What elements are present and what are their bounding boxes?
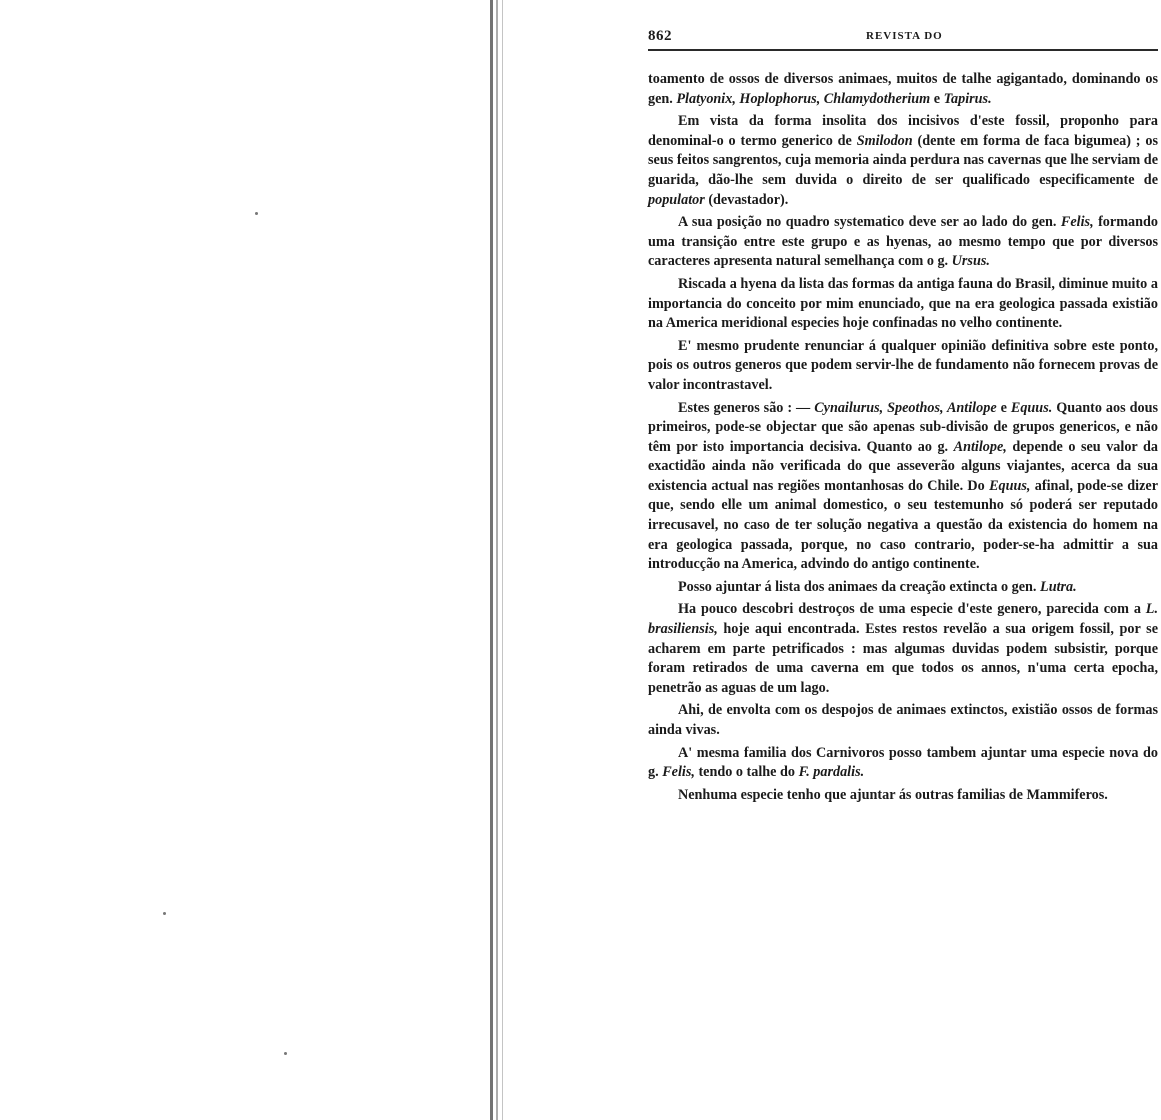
text-run: Nenhuma especie tenho que ajuntar ás outras familias de Mammiferos. [678,786,1108,803]
text-run: e [996,399,1011,416]
text-run: Riscada a hyena da lista das formas da antiga fauna do Brasil, diminue muito a importancia do conceito por mim enunciado, que na era geologica passada existião na America meridional especies hoje confinadas no velho continente. [648,275,1158,332]
text-run: Estes generos são : — [678,399,815,416]
body-paragraph [648,399,1158,575]
text-run: Ahi, de envolta com os despojos de animaes extinctos, existião ossos de formas ainda vivas. [648,702,1158,738]
text-run: depende o seu valor da exactidão ainda não verificada do que asseverão alguns viajantes, acerca da sua existencia actual nas regiões montanhosas do Chile. Do [648,438,1158,494]
text-run: A' mesma familia dos Carnivoros posso tambem ajuntar uma especie nova do g. [648,744,1158,781]
italic-taxon: Tapirus. [943,90,992,107]
body-paragraph [648,600,1158,698]
page-header [648,26,1158,48]
printed-page [648,26,1158,48]
italic-taxon: Felis, [662,764,695,781]
body-paragraph [648,112,1158,210]
italic-taxon: populator [648,191,705,208]
italic-taxon: Equus. [1010,399,1053,416]
text-run: toamento de ossos de diversos animaes, muitos de talhe agigantado, dominando os gen. [648,71,1158,107]
body-paragraph [648,70,1158,109]
text-run: E' mesmo prudente renunciar á qualquer opinião definitiva sobre este ponto, pois os outros generos que podem servir-lhe de fundamento não fornecem provas de valor incontrastavel. [648,337,1158,393]
italic-taxon: Ursus. [951,253,990,270]
text-run: formando uma transição entre este grupo e as hyenas, ao mesmo tempo que por diversos caracteres apresenta natural semelhança com o g. [648,214,1158,270]
italic-taxon: F. pardalis. [798,764,865,781]
body-paragraph [648,337,1158,396]
italic-taxon: Platyonix, Hoplophorus, Chlamydotherium [676,90,931,107]
italic-taxon: Cynailurus, Speothos, Antilope [814,399,997,416]
body-paragraph [648,744,1158,783]
book-gutter [484,0,514,1120]
italic-taxon: L. brasiliensis, [648,601,1158,638]
page-number: 862 [648,28,672,44]
ink-speck [163,912,166,915]
body-paragraph [648,275,1158,334]
running-head: REVISTA DO [866,30,943,42]
ink-speck [255,212,258,215]
italic-taxon: Lutra. [1040,578,1077,595]
text-run: Em vista da forma insolita dos incisivos d'este fossil, proponho para denominal-o o termo generico de [648,113,1158,149]
text-run: Ha pouco descobri destroços de uma especie d'este genero, parecida com a [678,601,1146,618]
italic-taxon: Equus, [989,477,1031,494]
body-paragraph [648,578,1158,598]
body-paragraph [648,701,1158,740]
text-run: tendo o talhe do [694,764,799,781]
text-run: Quanto aos dous primeiros, pode-se objectar que são apenas sub-divisão de grupos genericos, e não têm por isto importancia decisiva. Quanto ao g. [648,399,1158,455]
italic-taxon: Smilodon [856,132,913,149]
text-run: (dente em forma de faca bigumea) ; os seus feitos sangrentos, cuja memoria ainda perdura nas cavernas que lhe serviam de guarida, dão-lhe sem duvida o direito de ser qualificado especificamente de [648,132,1158,188]
ink-speck [284,1052,287,1055]
body-paragraph [648,786,1158,806]
page-body-text [648,70,1158,808]
body-paragraph [648,213,1158,272]
header-rule [648,49,1158,51]
text-run: afinal, pode-se dizer que, sendo elle um animal domestico, o seu testemunho só poderá ser reputado irrecusavel, no caso de ter solução negativa a questão da existencia do homem na era geologica passada, porque, no caso contrario, poder-se-ha admittir a sua introducção na America, advindo do antigo continente. [648,477,1159,573]
text-run: hoje aqui encontrada. Estes restos revelão a sua origem fossil, por se acharem em parte petrificados : mas algumas duvidas podem subsistir, porque foram retirados de uma caverna em que todos os annos, n'uma certa epocha, penetrão as aguas de um lago. [648,621,1158,696]
blank-left-page [0,0,490,1120]
text-run: (devastador). [704,191,789,208]
italic-taxon: Antilope, [953,438,1007,455]
text-run: Posso ajuntar á lista dos animaes da creação extincta o gen. [678,578,1041,595]
italic-taxon: Felis, [1060,214,1094,231]
text-run: e [930,90,944,107]
text-run: A sua posição no quadro systematico deve ser ao lado do gen. [678,214,1061,231]
